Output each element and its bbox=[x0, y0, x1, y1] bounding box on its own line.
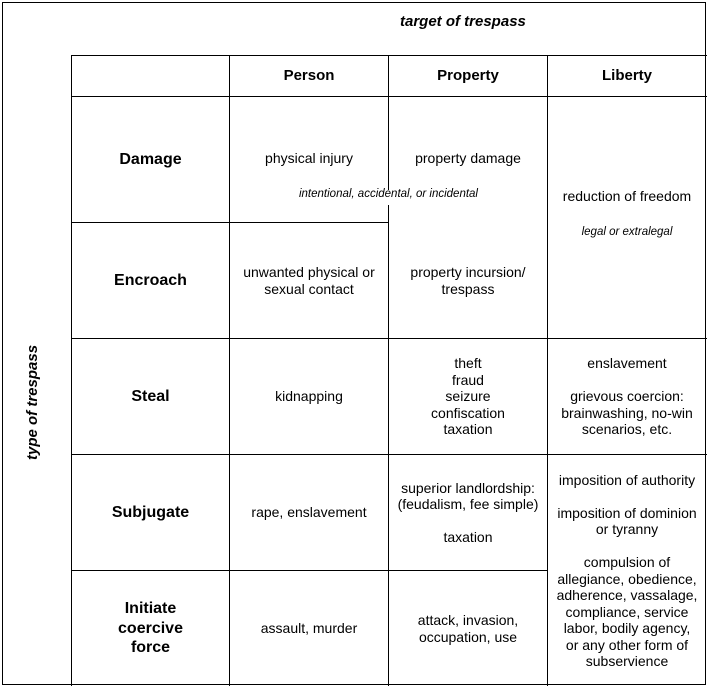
cell-subjugate-property: superior landlordship: (feudalism, fee simple) taxation bbox=[397, 479, 539, 545]
cell-force-property: attack, invasion, occupation, use bbox=[417, 612, 519, 645]
column-header-person: Person bbox=[283, 66, 335, 84]
row-header-subjugate: Subjugate bbox=[111, 503, 190, 521]
row-header-steal: Steal bbox=[131, 387, 170, 405]
cell-steal-property: theft fraud seizure confiscation taxation bbox=[431, 355, 505, 438]
row-header-initiate-coercive-force: Initiate coercive force bbox=[118, 600, 183, 657]
cell-encroach-person: unwanted physical or sexual contact bbox=[243, 264, 375, 297]
row-header-encroach: Encroach bbox=[114, 271, 187, 289]
damage-note: intentional, accidental, or incidental bbox=[298, 188, 478, 200]
cell-steal-liberty: enslavement grievous coercion: brainwashing, no-win scenarios, etc. bbox=[561, 355, 693, 438]
cell-subjugate-person: rape, enslavement bbox=[251, 504, 367, 521]
column-header-liberty: Liberty bbox=[601, 66, 652, 84]
row-header-damage: Damage bbox=[119, 150, 182, 168]
column-header-property: Property bbox=[437, 66, 499, 84]
cell-encroach-property: property incursion/ trespass bbox=[410, 264, 526, 297]
cell-damage-person: physical injury bbox=[265, 149, 353, 166]
liberty-note: legal or extralegal bbox=[581, 226, 673, 238]
cell-damage-property: property damage bbox=[415, 149, 521, 166]
cell-subjugate-force-liberty: imposition of authority imposition of dominion or tyranny compulsion of allegiance, obedience, adherence, vassalage, compliance, service labor, bodily agency, or any other form of subservience bbox=[556, 471, 698, 669]
cell-damage-encroach-liberty: reduction of freedom bbox=[562, 187, 692, 204]
cell-steal-person: kidnapping bbox=[275, 388, 343, 405]
cell-force-person: assault, murder bbox=[260, 620, 358, 637]
column-axis-title: target of trespass bbox=[400, 13, 526, 30]
row-axis-title: type of trespass bbox=[24, 344, 41, 460]
